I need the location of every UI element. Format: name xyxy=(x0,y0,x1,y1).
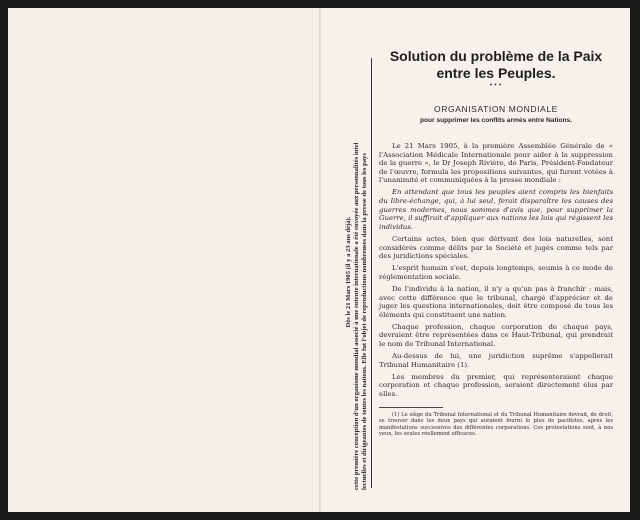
section-subtitle: ORGANISATION MONDIALE xyxy=(434,104,558,114)
article xyxy=(379,48,613,441)
ornament-divider: ••• xyxy=(489,82,503,89)
footnote-rule xyxy=(379,407,443,408)
vertical-side-note xyxy=(345,54,369,490)
footnote: (1) Le siège du Tribunal International et du Tribunal Humanitaire devrait, de droit, se trouver dans les deux pays qui auraient fourni le plus de pacifistes, après les manifestations successives des différentes corporations. Ces protestations sont, à nos yeux, les seules réellement efficaces. xyxy=(379,411,613,438)
side-note-line-3: lectuelles et dirigeantes de toutes les nations. Elle fut l'objet de reproductions nombreuses dans la presse de tous les pays xyxy=(361,153,368,490)
paragraph-3: Certains actes, bien que dérivant des lois naturelles, sont considérés comme délits par la Société et jugés comme tels par des juridictions spéciales. xyxy=(379,234,613,261)
document-sheet xyxy=(8,8,630,512)
side-note-line-2: cette première conception d'un organisme mondial associé à une entente internationale a été envoyée aux personnalités intel xyxy=(353,142,360,490)
blank-left-page xyxy=(8,8,319,512)
paragraph-6: Chaque profession, chaque corporation de chaque pays, devraient être représentées dans ce Haut-Tribunal, qui prendrait le nom de Tribunal International. xyxy=(379,322,613,348)
vertical-rule xyxy=(371,58,372,488)
section-tagline: pour supprimer les conflits armés entre Nations. xyxy=(419,117,573,124)
paragraph-5: De l'individu à la nation, il n'y a qu'un pas à franchir : mais, avec cette différence que le tribunal, chargé d'apprécier et de juger les questions internationales, doit être composé de tous les éléments qui constituent une nation. xyxy=(379,284,613,319)
paragraph-7: Au-dessus de lui, une juridiction suprême s'appellerait Tribunal Humanitaire (1). xyxy=(379,352,613,369)
side-note-line-1: Dès le 21 Mars 1905 (il y a 23 ans déjà). xyxy=(345,216,352,328)
article-body xyxy=(379,142,613,438)
paragraph-4: L'esprit humain s'est, depuis longtemps, soumis à ce mode de réglementation sociale. xyxy=(379,264,613,281)
right-page xyxy=(321,8,630,512)
paragraph-2: En attendant que tous les peuples aient compris les bienfaits du libre-échange, qui, à lui seul, ferait disparaître les causes des guerres modernes, nous sommes d'avis que, pour supprimer la Guerre, il suffirait d'appliquer aux nations les lois qui régissent les individus. xyxy=(379,188,613,231)
paragraph-8: Les membres du premier, qui représenteraient chaque corporation et chaque profession, seraient directement élus par elles. xyxy=(379,372,613,398)
title-line-1: Solution du problème de la Paix xyxy=(389,48,603,64)
title-line-2: entre les Peuples. xyxy=(436,65,556,81)
page-title xyxy=(379,48,613,82)
paragraph-1: Le 21 Mars 1905, à la première Assemblée Générale de « l'Association Médicale Internationale pour aider à la suppression de la guerre », le Dr Joseph Rivière, de Paris, Président-Fondateur de l'œuvre, formula les propositions suivantes, qui furent votées à l'unanimité et communiquées à la presse mondiale : xyxy=(379,142,613,185)
